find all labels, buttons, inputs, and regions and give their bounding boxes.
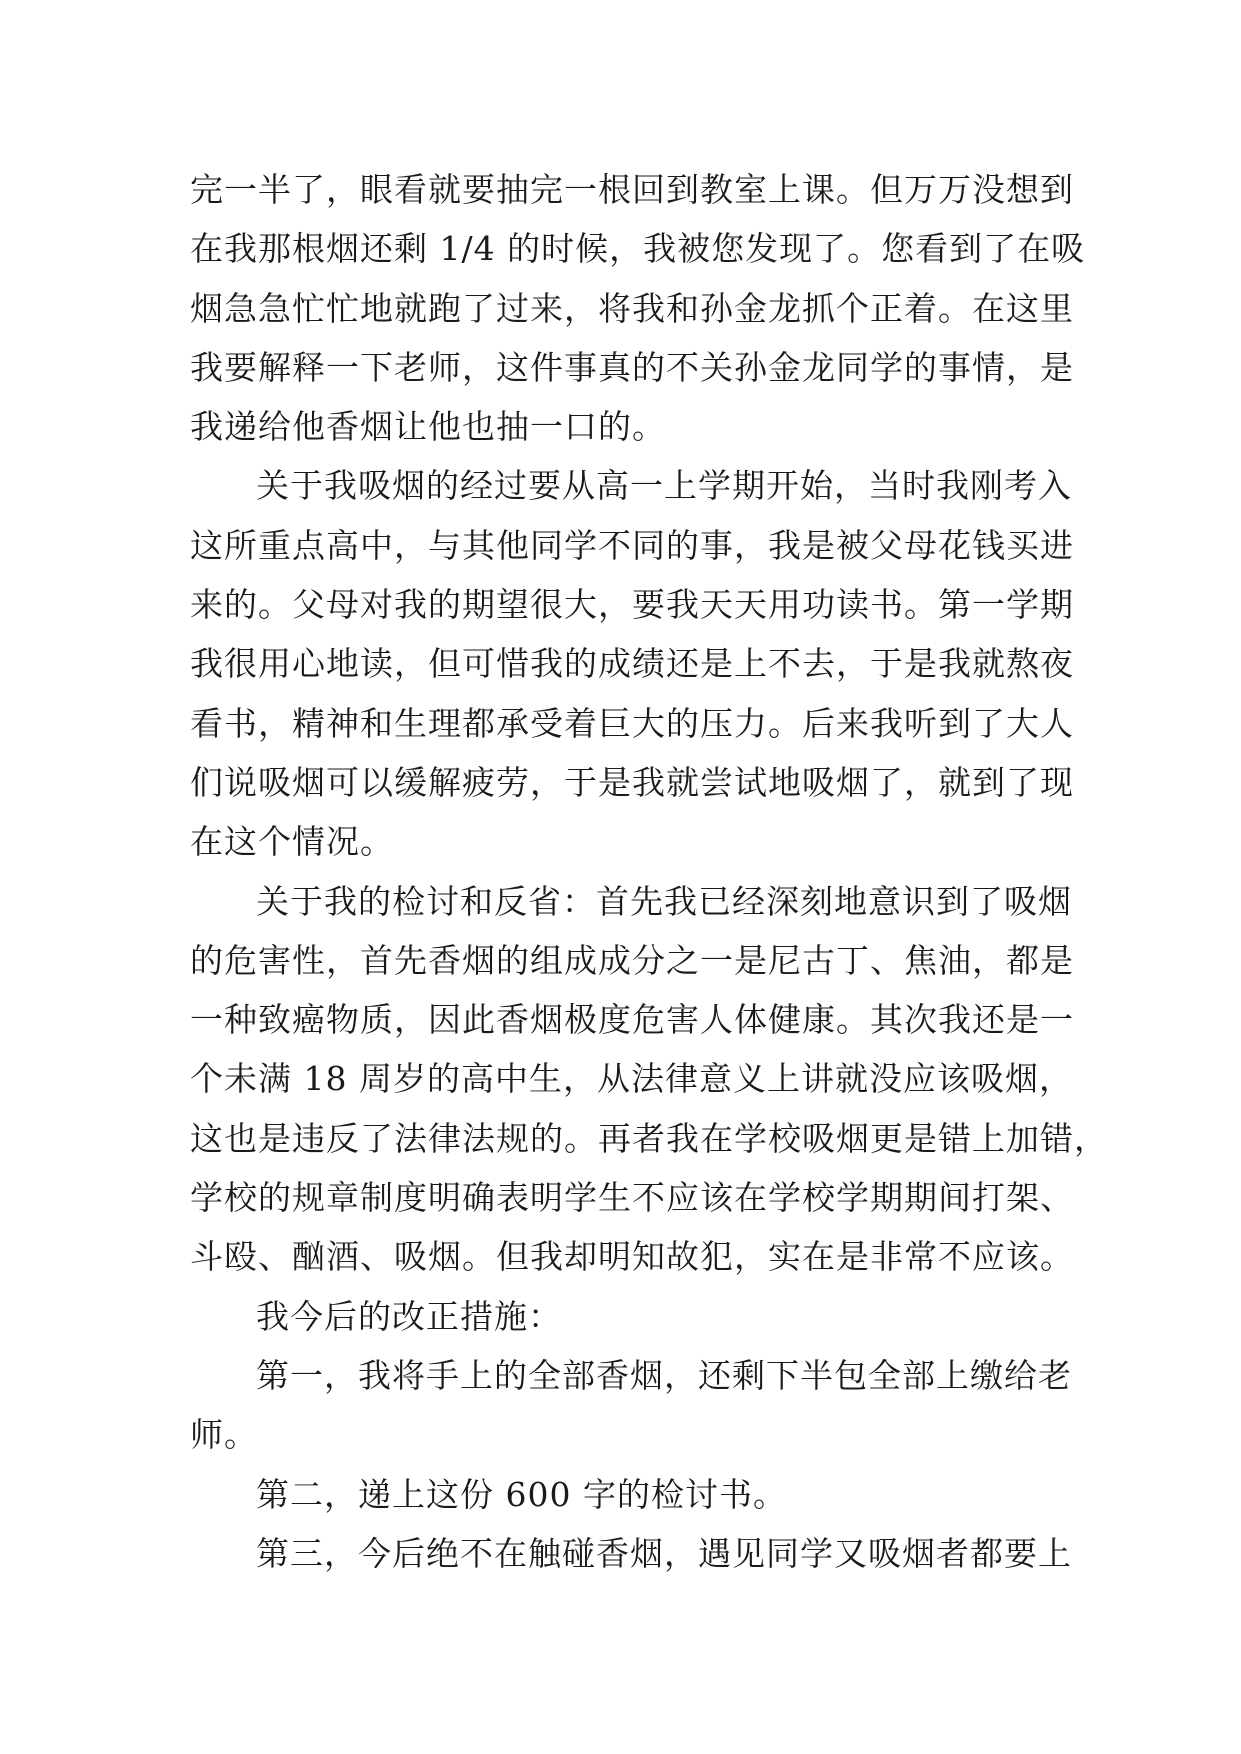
text-line: 师。: [190, 1415, 258, 1455]
text-line: 在这个情况。: [190, 822, 394, 862]
text-line: 们说吸烟可以缓解疲劳，于是我就尝试地吸烟了，就到了现: [190, 762, 1074, 802]
text-line: 完一半了，眼看就要抽完一根回到教室上课。但万万没想到: [190, 170, 1074, 209]
text-line: 烟急急忙忙地就跑了过来，将我和孙金龙抓个正着。在这里: [190, 288, 1074, 328]
text-line: 学校的规章制度明确表明学生不应该在学校学期期间打架、: [190, 1178, 1074, 1218]
text-line: 我要解释一下老师，这件事真的不关孙金龙同学的事情，是: [190, 347, 1074, 387]
paragraph-start-line: 我今后的改正措施：: [256, 1296, 562, 1336]
text-line: 这也是违反了法律法规的。再者我在学校吸烟更是错上加错，: [190, 1118, 1108, 1158]
paragraph-start-line: 第二，递上这份 600 字的检讨书。: [256, 1474, 787, 1514]
text-line: 一种致癌物质，因此香烟极度危害人体健康。其次我还是一: [190, 1000, 1074, 1040]
paragraph-start-line: 第一，我将手上的全部香烟，还剩下半包全部上缴给老: [256, 1355, 1072, 1395]
paragraph-start-line: 关于我的检讨和反省：首先我已经深刻地意识到了吸烟: [256, 881, 1072, 921]
text-line: 来的。父母对我的期望很大，要我天天用功读书。第一学期: [190, 585, 1074, 625]
text-line: 在我那根烟还剩 1/4 的时候，我被您发现了。您看到了在吸: [190, 229, 1086, 269]
document-body: [190, 160, 1108, 1583]
text-line: 斗殴、酗酒、吸烟。但我却明知故犯，实在是非常不应该。: [190, 1237, 1074, 1277]
paragraph-start-line: 关于我吸烟的经过要从高一上学期开始，当时我刚考入: [256, 466, 1072, 506]
text-line: 个未满 18 周岁的高中生，从法律意义上讲就没应该吸烟，: [190, 1059, 1073, 1099]
text-line: 我很用心地读，但可惜我的成绩还是上不去，于是我就熬夜: [190, 644, 1074, 684]
text-line: 这所重点高中，与其他同学不同的事，我是被父母花钱买进: [190, 525, 1074, 565]
text-line: 看书，精神和生理都承受着巨大的压力。后来我听到了大人: [190, 703, 1074, 743]
text-line: 的危害性，首先香烟的组成成分之一是尼古丁、焦油，都是: [190, 940, 1074, 980]
text-line: 我递给他香烟让他也抽一口的。: [190, 407, 666, 447]
paragraph-start-line: 第三，今后绝不在触碰香烟，遇见同学又吸烟者都要上: [256, 1533, 1072, 1573]
